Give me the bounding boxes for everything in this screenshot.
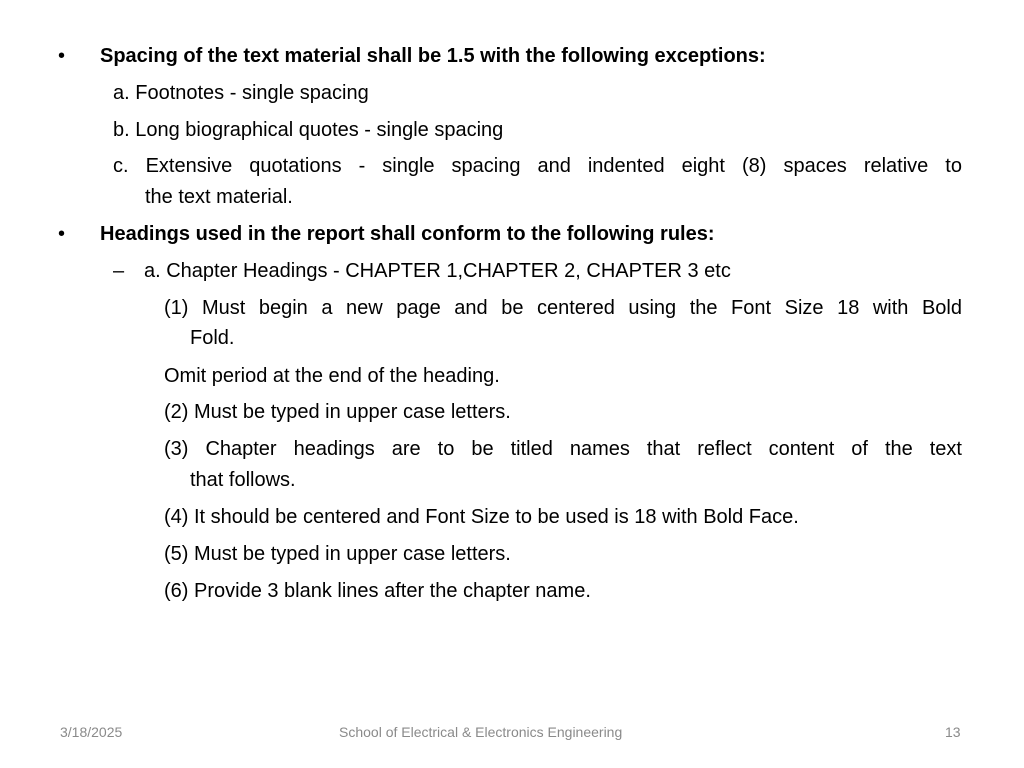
list-item-footnotes: a. Footnotes - single spacing <box>113 82 369 104</box>
bullet-icon: • <box>58 223 66 245</box>
rule-4: (4) It should be centered and Font Size to be used is 18 with Bold Face. <box>164 506 799 528</box>
bullet-heading-spacing: Spacing of the text material shall be 1.5 with the following exceptions: <box>100 45 766 67</box>
rule-2: (2) Must be typed in upper case letters. <box>164 401 511 423</box>
rule-3: (3) Chapter headings are to be titled names that reflect content of the text <box>164 438 962 460</box>
list-item-extensive-quotations-cont: the text material. <box>145 186 293 208</box>
list-item-extensive-quotations: c. Extensive quotations - single spacing and indented eight (8) spaces relative to <box>113 155 962 177</box>
sub-heading-chapter-headings: a. Chapter Headings - CHAPTER 1,CHAPTER 2, CHAPTER 3 etc <box>144 260 731 282</box>
list-item-biographical-quotes: b. Long biographical quotes - single spacing <box>113 119 504 141</box>
rule-3-cont: that follows. <box>190 469 296 491</box>
footer-date: 3/18/2025 <box>60 724 123 740</box>
rule-5: (5) Must be typed in upper case letters. <box>164 543 511 565</box>
bullet-heading-headings: Headings used in the report shall conform to the following rules: <box>100 223 715 245</box>
footer-page-number: 13 <box>945 724 961 740</box>
footer-school: School of Electrical & Electronics Engineering <box>339 724 623 740</box>
dash-icon: – <box>113 260 125 282</box>
rule-1-cont: Fold. <box>190 327 235 349</box>
rule-1: (1) Must begin a new page and be centered using the Font Size 18 with Bold <box>164 297 962 319</box>
rule-1-note: Omit period at the end of the heading. <box>164 365 500 387</box>
bullet-icon: • <box>58 45 66 67</box>
rule-6: (6) Provide 3 blank lines after the chapter name. <box>164 580 591 602</box>
